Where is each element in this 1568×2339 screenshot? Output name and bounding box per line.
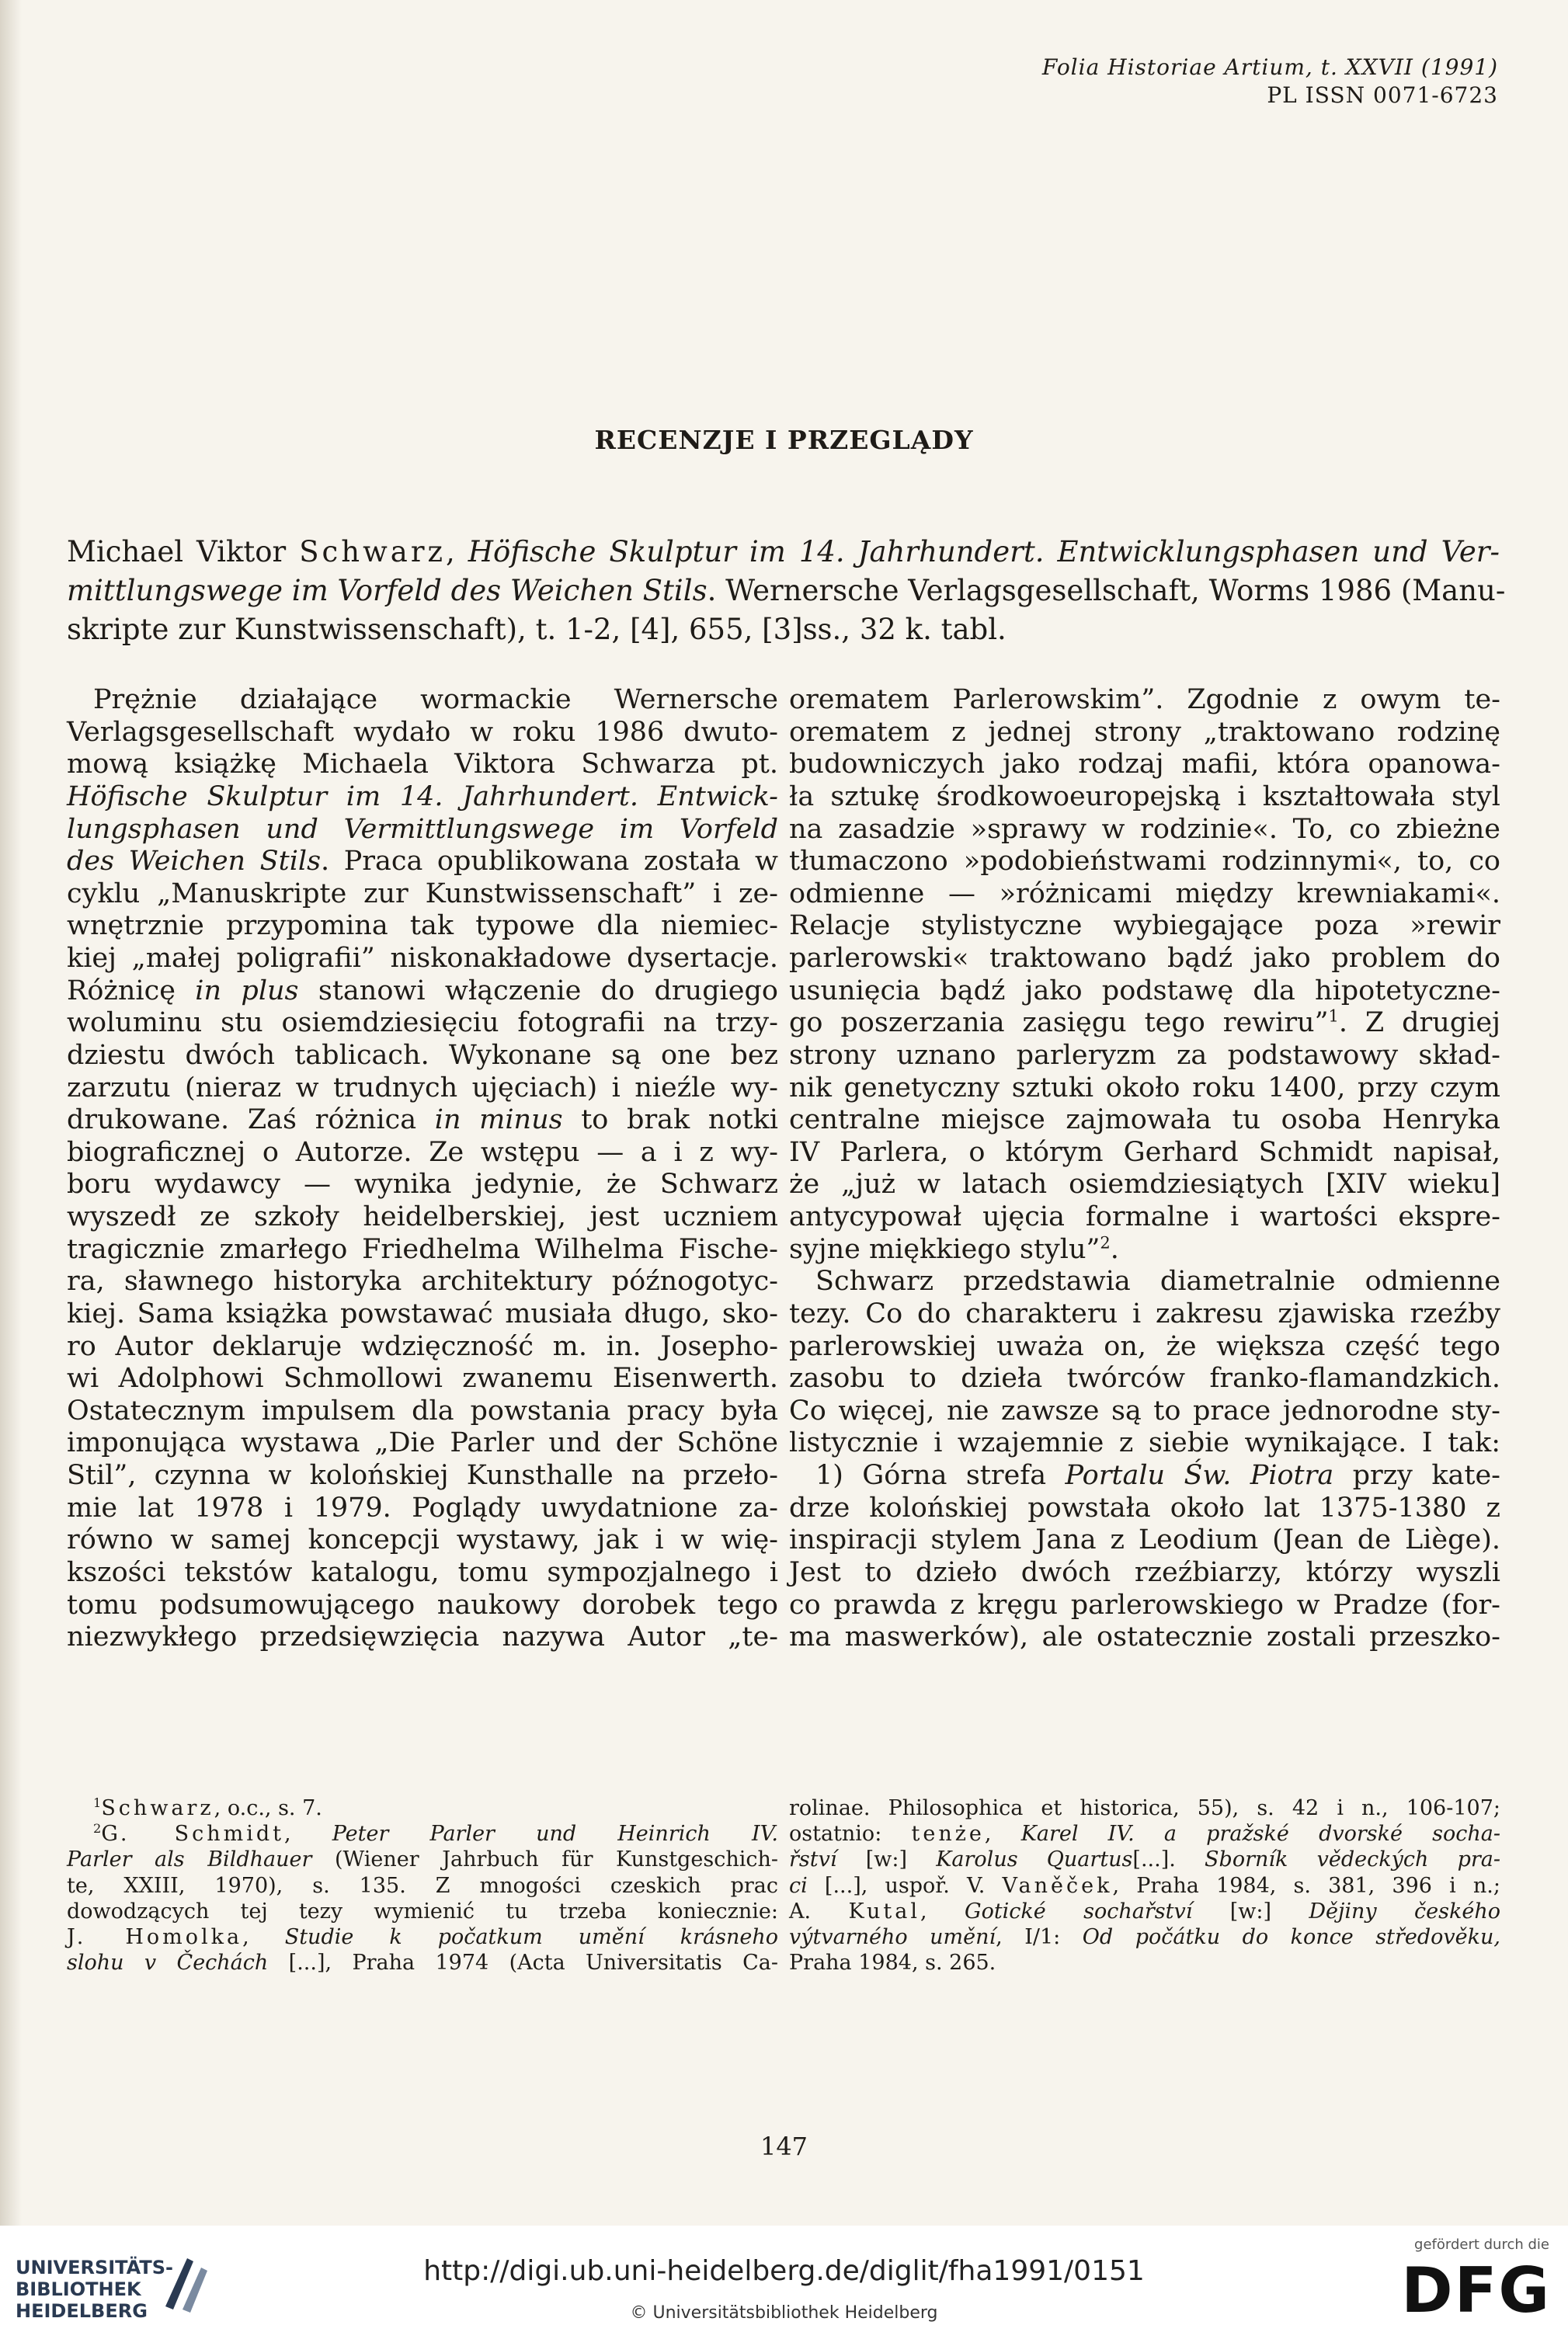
footnote-number: 1 — [93, 1795, 102, 1810]
footnote-text: rolinae. Philosophica et historica, 55), s. 42 i n., 106-107; — [789, 1796, 1500, 1820]
text-span: Portalu Św. Piotra — [1065, 1460, 1334, 1491]
text-line: cyklu „Manuskripte zur Kunstwissenschaft” i ze- — [67, 878, 778, 909]
footnote-title: Od počátku do konce středověku, — [1082, 1925, 1500, 1950]
text-line: ma maswerków), ale ostatecznie zostali przeszko- — [789, 1621, 1500, 1653]
text-span: . — [1110, 1233, 1119, 1265]
text-line: budowniczych jako rodzaj mafii, która opanowa- — [789, 749, 1500, 780]
journal-header: Folia Historiae Artium, t. XXVII (1991) — [1041, 54, 1498, 80]
footnote-number: 2 — [93, 1821, 102, 1837]
footnote-text: [w:] — [1192, 1899, 1309, 1924]
text-line: antycypował ujęcia formalne i wartości ekspre- — [789, 1201, 1500, 1232]
library-name-line: UNIVERSITÄTS- — [16, 2257, 174, 2278]
text-line: listycznie i wzajemnie z siebie wynikające. I tak: — [789, 1427, 1500, 1459]
text-line: tomu podsumowującego naukowy dorobek tego — [67, 1589, 778, 1621]
footnote-ref: 1 — [1328, 1006, 1339, 1026]
text-line: że „już w latach osiemdziesiątych [XIV wieku] — [789, 1169, 1500, 1201]
footnote-title: řství — [789, 1847, 837, 1872]
text-span: Różnicę — [67, 975, 196, 1006]
text-line: Prężnie działające wormackie Wernersche — [93, 684, 778, 715]
text-line: zarzutu (nieraz w trudnych ujęciach) i nieźle wy- — [67, 1072, 778, 1103]
footnote-text: te, XXIII, 1970), s. 135. Z mnogości czeskich prac — [67, 1873, 778, 1898]
text-line: biograficznej o Autorze. Ze wstępu — a i z wy- — [67, 1136, 778, 1168]
text-line: wi Adolphowi Schmollowi zwanemu Eisenwerth. — [67, 1363, 778, 1395]
text-span: . Praca opublikowana została w — [321, 846, 778, 878]
text-line: Ostatecznym impulsem dla powstania pracy była — [67, 1395, 778, 1427]
right-text-column — [789, 684, 1500, 1654]
text-span: stanowi włączenie do drugiego — [298, 975, 778, 1006]
section-title: RECENZJE I PRZEGLĄDY — [594, 425, 974, 455]
footnote-text: , Praha 1984, s. 381, 396 i n.; — [1112, 1873, 1500, 1898]
footnote-author: tenże — [911, 1822, 985, 1847]
text-line: ła sztukę środkowoeuropejską i kształtowała styl — [789, 780, 1500, 812]
text-line: inspiracji stylem Jana z Leodium (Jean de Liège). — [789, 1524, 1500, 1556]
text-line: drze kolońskiej powstała około lat 1375-1380 z — [789, 1492, 1500, 1524]
viewer-footer — [0, 2226, 1568, 2339]
text-span: drukowane. Zaś różnica — [67, 1104, 435, 1136]
footnote-text: , — [242, 1925, 285, 1950]
text-span: go poszerzania zasięgu tego rewiru” — [789, 1007, 1329, 1039]
text-line: lungsphasen und Vermittlungswege im Vorfeld — [67, 813, 778, 845]
footnote-author: Kutal — [848, 1899, 921, 1924]
text-span: przy kate- — [1333, 1460, 1500, 1491]
footnote-title: slohu v Čechách — [67, 1951, 269, 1976]
text-line: ro Autor deklaruje wdzięczność m. in. Josepho- — [67, 1330, 778, 1362]
footnote-text: [w:] — [836, 1847, 937, 1872]
footnote-title: Karolus Quartus — [936, 1847, 1133, 1872]
text-line: dziestu dwóch tablicach. Wykonane są one bez — [67, 1039, 778, 1071]
text-line: Verlagsgesellschaft wydało w roku 1986 dwuto- — [67, 716, 778, 748]
text-line: kiej „małej poligrafii” niskonakładowe dysertacje. — [67, 943, 778, 974]
footnote-text: ostatnio: — [789, 1822, 912, 1847]
footnote-text: [...], uspoř. V. — [807, 1873, 1003, 1898]
footnote-title: výtvarného umění — [789, 1925, 996, 1950]
text-line: równo w samej koncepcji wystawy, jak i w wię- — [67, 1524, 778, 1556]
text-line: nik genetyczny sztuki około roku 1400, przy czym — [789, 1072, 1500, 1103]
citation-author-last: Schwarz — [299, 535, 447, 568]
text-span: . Z drugiej — [1338, 1007, 1500, 1039]
footnote-ref: 2 — [1100, 1232, 1111, 1252]
citation-publisher: . Wernersche Verlagsgesellschaft, Worms 1986 (Manu- — [707, 574, 1506, 607]
text-line: wyszedł ze szkoły heidelberskiej, jest uczniem — [67, 1201, 778, 1232]
text-line: usunięcia bądź jako podstawę dla hipotetyczne- — [789, 975, 1500, 1006]
footnote-text: (Wiener Jahrbuch für Kunstgeschich- — [311, 1847, 779, 1872]
footnote-title: Karel IV. a pražské dvorské socha- — [1020, 1822, 1500, 1847]
text-line: tragicznie zmarłego Friedhelma Wilhelma Fische- — [67, 1233, 778, 1265]
citation-title-1: Höfische Skulptur im 14. Jahrhundert. Entwicklungsphasen und Ver- — [468, 535, 1500, 568]
text-span: des Weichen Stils — [67, 846, 322, 878]
footnote-title: ci — [789, 1873, 808, 1898]
footnote-author: Schwarz — [101, 1796, 214, 1820]
footnotes-left — [67, 1795, 778, 1976]
text-line: IV Parlera, o którym Gerhard Schmidt napisał, — [789, 1136, 1500, 1168]
text-line: kiej. Sama książka powstawać musiała długo, sko- — [67, 1298, 778, 1329]
text-span: in plus — [195, 975, 299, 1006]
library-name-line: HEIDELBERG — [16, 2300, 148, 2322]
footnote-text: , o.c., s. 7. — [214, 1796, 322, 1820]
permalink[interactable]: http://digi.ub.uni-heidelberg.de/diglit/fha1991/0151 — [423, 2255, 1145, 2287]
footnote-title: Gotické sochařství — [965, 1899, 1193, 1924]
text-line: parlerowski« traktowano bądź jako problem do — [789, 943, 1500, 974]
page-gutter-shadow — [0, 0, 22, 2226]
text-line: orematem z jednej strony „traktowano rodzinę — [789, 716, 1500, 748]
text-span: in minus — [434, 1104, 563, 1136]
funding-note: gefördert durch die — [1414, 2236, 1549, 2253]
footnote-text: [...]. — [1132, 1847, 1205, 1872]
text-line: boru wydawcy — wynika jedynie, że Schwarz — [67, 1169, 778, 1201]
footnote-text: , — [920, 1899, 965, 1924]
footnote-text: Praha 1984, s. 265. — [789, 1951, 996, 1976]
footnote-text: , — [984, 1822, 1021, 1847]
footnotes-right — [789, 1795, 1500, 1976]
footnote-title: Studie k počatkum umění krásneho — [284, 1925, 778, 1950]
text-line: na zasadzie »sprawy w rodzinie«. To, co zbieżne — [789, 813, 1500, 845]
footnote-author: J. Homolka — [67, 1925, 243, 1950]
text-line: imponująca wystawa „Die Parler und der Schöne — [67, 1427, 778, 1459]
book-citation — [67, 533, 1506, 649]
text-line: Schwarz przedstawia diametralnie odmienne — [815, 1266, 1500, 1298]
text-line: tezy. Co do charakteru i zakresu zjawiska rzeźby — [789, 1298, 1500, 1329]
text-line: ra, sławnego historyka architektury późnogotyc- — [67, 1266, 778, 1298]
footnote-text: A. — [789, 1899, 849, 1924]
text-line: mie lat 1978 i 1979. Poglądy uwydatnione za- — [67, 1492, 778, 1524]
text-line: wnętrznie przypomina tak typowe dla niemiec- — [67, 910, 778, 942]
text-span: syjne miękkiego stylu” — [789, 1233, 1100, 1265]
citation-series: skripte zur Kunstwissenschaft), t. 1-2, [4], 655, [3]ss., 32 k. tabl. — [67, 613, 1007, 646]
dfg-logo: DFG — [1401, 2254, 1551, 2327]
text-line: Höfische Skulptur im 14. Jahrhundert. Entwick- — [67, 780, 778, 812]
text-line: centralne miejsce zajmowała tu osoba Henryka — [789, 1104, 1500, 1136]
text-line: zasobu to dzieła twórców franko-flamandzkich. — [789, 1363, 1500, 1395]
text-line: Co więcej, nie zawsze są to prace jednorodne sty- — [789, 1395, 1500, 1427]
footnote-title: Peter Parler und Heinrich IV. — [332, 1822, 778, 1847]
text-line: mową książkę Michaela Viktora Schwarza pt. — [67, 749, 778, 780]
footnote-text: , I/1: — [996, 1925, 1083, 1950]
citation-author-first: Michael Viktor — [67, 535, 300, 568]
text-line: co prawda z kręgu parlerowskiego w Pradze (for- — [789, 1589, 1500, 1621]
text-line: Jest to dzieło dwóch rzeźbiarzy, którzy wyszli — [789, 1556, 1500, 1588]
footnote-title: Parler als Bildhauer — [67, 1847, 312, 1872]
library-name-line: BIBLIOTHEK — [16, 2278, 141, 2300]
citation-title-2: mittlungswege im Vorfeld des Weichen Stils — [67, 574, 708, 607]
footnote-text: [...], Praha 1974 (Acta Universitatis Ca- — [268, 1951, 778, 1976]
footnote-title: Sborník vědeckých pra- — [1205, 1847, 1500, 1872]
text-line: woluminu stu osiemdziesięciu fotografii na trzy- — [67, 1007, 778, 1039]
text-line: Stil”, czynna w kolońskiej Kunsthalle na przeło- — [67, 1460, 778, 1491]
page-number: 147 — [760, 2132, 808, 2161]
text-line: tłumaczono »podobieństwami rodzinnymi«, to, co — [789, 846, 1500, 878]
footnote-text: , — [284, 1822, 332, 1847]
footnote-author: G. Schmidt — [101, 1822, 284, 1847]
left-text-column — [67, 684, 778, 1654]
footnote-text: dowodzących tej tezy wymienić tu trzeba koniecznie: — [67, 1899, 778, 1924]
text-span: to brak notki — [562, 1104, 778, 1136]
text-line: odmienne — »różnicami między krewniakami«. — [789, 878, 1500, 909]
footnote-author: Vaněček — [1002, 1873, 1113, 1898]
issn-line: PL ISSN 0071-6723 — [1267, 82, 1498, 108]
copyright-notice: © Universitätsbibliothek Heidelberg — [630, 2303, 938, 2323]
text-line: Relacje stylistyczne wybiegające poza »rewir — [789, 910, 1500, 942]
footnote-title: Dějiny českého — [1309, 1899, 1500, 1924]
text-line: strony uznano parleryzm za podstawowy skład- — [789, 1039, 1500, 1071]
text-span: 1) Górna strefa — [815, 1460, 1066, 1491]
citation-sep: , — [446, 535, 468, 568]
text-line: niezwykłego przedsięwzięcia nazywa Autor „te- — [67, 1621, 778, 1653]
text-line: kszości tekstów katalogu, tomu sympozjalnego i — [67, 1556, 778, 1588]
text-line: parlerowskiej uważa on, że większa część tego — [789, 1330, 1500, 1362]
text-line: orematem Parlerowskim”. Zgodnie z owym te- — [789, 684, 1500, 715]
